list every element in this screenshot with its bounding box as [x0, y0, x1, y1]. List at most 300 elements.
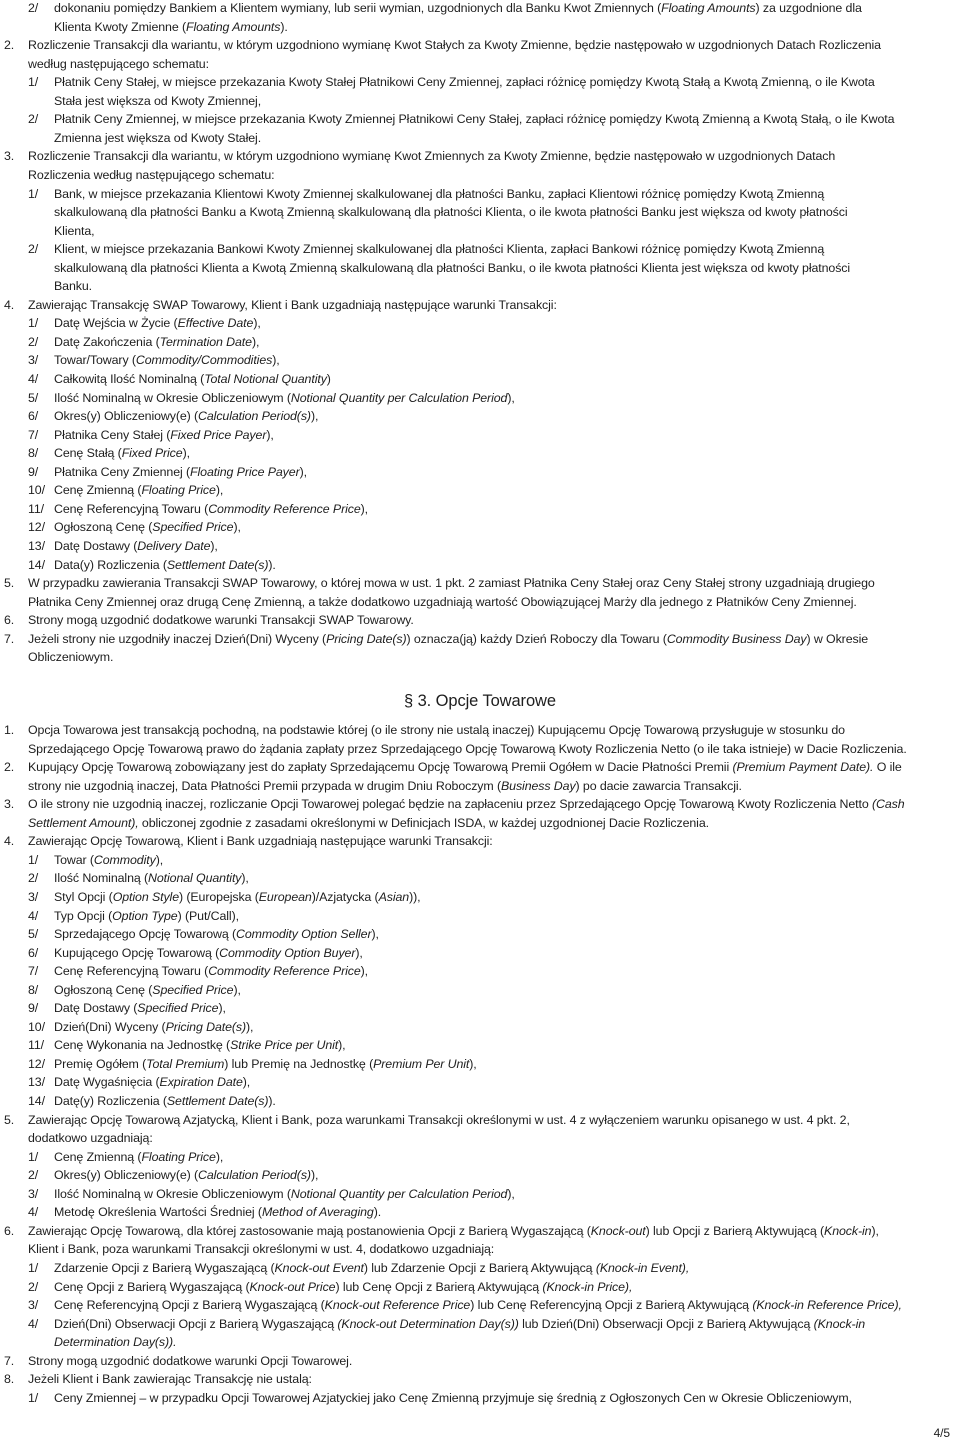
text-segment: Okres(y) Obliczeniowy(e) ( — [54, 409, 199, 424]
item-text-line — [54, 444, 190, 463]
text-segment: Cenę Referencyjną Opcji z Barierą Wygaszającą ( — [54, 1298, 325, 1313]
italic-term: (Knock-in Reference Price), — [752, 1298, 902, 1313]
item-text-line — [54, 18, 288, 37]
text-segment: Zmienna jest większa od Kwoty Stałej. — [54, 130, 262, 145]
text-segment: ), — [371, 927, 379, 942]
text-segment: skalkulowaną dla płatności Klienta a Kwotą Zmienną skalkulowaną dla płatności Banku, o ile kwota płatności Klienta jest większa od kwoty płatności — [54, 260, 851, 275]
item-text-line — [28, 721, 845, 740]
item-number: 10/ — [28, 483, 45, 498]
text-segment: ). — [373, 1205, 382, 1220]
item-text-line — [54, 1278, 632, 1297]
item-text-line — [54, 314, 261, 333]
italic-term: Total Notional Quantity — [204, 372, 327, 386]
item-number: 8/ — [28, 982, 39, 997]
text-segment: Jeżeli strony nie uzgodniły inaczej Dzień(Dni) Wyceny ( — [28, 631, 327, 646]
text-segment: Obliczeniowym. — [28, 650, 114, 665]
text-segment: Rozliczenia według następującego schematu: — [28, 167, 275, 182]
text-segment: Okres(y) Obliczeniowy(e) ( — [54, 1168, 199, 1183]
italic-term: European — [258, 889, 312, 904]
item-number: 1/ — [28, 75, 39, 90]
italic-term: Fixed Price — [121, 446, 183, 461]
item-text-line — [54, 1092, 276, 1111]
text-segment: Cenę Stałą ( — [54, 446, 122, 461]
item-number: 13/ — [28, 1075, 45, 1090]
item-text-line — [28, 740, 907, 759]
item-number: 12/ — [28, 520, 45, 535]
item-number: 3/ — [28, 889, 39, 904]
text-segment: ) oznacza(ją) każdy Dzień Roboczy dla Towaru ( — [406, 631, 667, 646]
item-text-line — [54, 1315, 865, 1334]
item-text-line — [28, 36, 881, 55]
item-number: 3/ — [28, 1186, 39, 1201]
item-number: 4. — [4, 834, 15, 849]
item-number: 6/ — [28, 945, 39, 960]
section-heading: § 3. Opcje Towarowe — [404, 692, 556, 710]
text-segment: Datę Wygaśnięcia ( — [54, 1075, 160, 1090]
text-segment: ), — [360, 501, 369, 516]
item-text-line — [54, 500, 368, 519]
item-number: 1/ — [28, 852, 39, 867]
item-number: 1/ — [28, 1149, 39, 1164]
text-segment: Cenę Zmienną ( — [54, 1149, 142, 1164]
item-number: 10/ — [28, 1019, 45, 1034]
text-segment: Banku. — [54, 279, 92, 294]
item-number: 3. — [4, 797, 15, 812]
item-text-line — [54, 240, 824, 259]
italic-term: Fixed Price Payer — [170, 427, 267, 442]
text-segment: ). — [268, 1094, 276, 1108]
text-segment: Ilość Nominalną w Okresie Obliczeniowym ( — [54, 390, 291, 405]
italic-term: Commodity Option Seller — [236, 927, 372, 942]
item-text-line — [54, 1259, 689, 1278]
text-segment: ), — [218, 1001, 226, 1016]
italic-term: (Knock-in Event), — [595, 1260, 690, 1275]
italic-term: Premium Per Unit — [373, 1056, 470, 1071]
item-text-line — [28, 1222, 879, 1241]
italic-term: Pricing Date(s) — [326, 631, 407, 646]
italic-term: Knock-in — [824, 1223, 872, 1238]
italic-term: Knock-out — [590, 1223, 646, 1238]
text-segment: Ogłoszoną Cenę ( — [54, 520, 153, 535]
item-text-line — [54, 851, 163, 870]
text-segment: Dzień(Dni) Obserwacji Opcji z Barierą Wygaszającą — [54, 1316, 338, 1331]
item-number: 14/ — [28, 1094, 45, 1108]
text-segment: ), — [507, 390, 515, 405]
text-segment: Ilość Nominalną w Okresie Obliczeniowym ( — [54, 1186, 291, 1201]
item-text-line — [54, 1055, 477, 1074]
text-segment: ), — [251, 334, 260, 349]
item-text-line — [28, 1111, 850, 1130]
text-segment: Datę Wejścia w Życie ( — [54, 316, 178, 331]
item-number: 11/ — [28, 501, 45, 516]
text-segment: ) lub Premię na Jednostkę ( — [224, 1056, 374, 1071]
text-segment: Styl Opcji ( — [54, 889, 113, 904]
item-number: 7/ — [28, 427, 39, 442]
italic-term: (Knock-in Price), — [542, 1279, 633, 1294]
italic-term: (Knock-in — [813, 1316, 866, 1331]
text-segment: obliczonej zgodnie z zasadami określonymi w Definicjach ISDA, w każdej uzgodnionej Dacie Rozliczenia. — [138, 815, 709, 830]
item-number: 1/ — [28, 1260, 39, 1275]
text-segment: ) po dacie zawarcia Transakcji. — [575, 778, 742, 793]
text-segment: ), — [266, 427, 274, 442]
text-segment: ), — [233, 520, 241, 535]
italic-term: Expiration Date — [159, 1075, 243, 1090]
text-segment: ), — [469, 1056, 477, 1071]
item-text-line — [28, 795, 905, 814]
text-segment: dodatkowo uzgadniają: — [28, 1131, 153, 1146]
item-text-line — [54, 351, 280, 370]
text-segment: ), — [507, 1186, 515, 1201]
text-segment: Jeżeli Klient i Bank zawierając Transakcję nie ustalą: — [28, 1372, 312, 1387]
text-segment: lub Dzień(Dni) Obserwacji Opcji z Barierą Aktywującą — [518, 1316, 814, 1331]
item-text-line — [54, 407, 318, 426]
item-text-line — [54, 1185, 515, 1204]
item-number: 8/ — [28, 446, 39, 461]
item-text-line — [28, 758, 902, 777]
item-text-line — [28, 593, 857, 612]
item-text-line — [54, 1018, 253, 1037]
italic-term: Floating Price — [141, 483, 216, 498]
italic-term: Method of Averaging — [261, 1205, 374, 1220]
text-segment: Klienta Kwoty Zmienne ( — [54, 19, 186, 34]
item-number: 2/ — [28, 112, 39, 127]
italic-term: Floating Amounts — [186, 19, 281, 34]
item-text-line — [54, 888, 420, 907]
item-text-line — [54, 1203, 381, 1222]
italic-term: Determination Day(s)). — [54, 1335, 177, 1350]
italic-term: Notional Quantity — [148, 871, 242, 886]
italic-term: Notional Quantity per Calculation Period — [290, 390, 508, 405]
item-number: 2/ — [28, 334, 39, 349]
text-segment: ) (Europejska ( — [179, 889, 259, 904]
page-number: 4/5 — [933, 1426, 950, 1440]
text-segment: Dzień(Dni) Wyceny ( — [54, 1019, 166, 1034]
item-text-line — [28, 1352, 352, 1371]
item-number: 13/ — [28, 538, 45, 553]
text-segment: Cenę Zmienną ( — [54, 483, 142, 498]
item-text-line — [54, 869, 249, 888]
text-segment: Płatnika Ceny Zmiennej oraz drugą Cenę Zmienną, a także dodatkowo uzgadniają wartość Obowiązującej Marży dla jednego z Płatników Ceny Zmiennej. — [28, 594, 857, 609]
item-number: 2/ — [28, 1168, 39, 1183]
item-number: 1/ — [28, 186, 39, 201]
text-segment: ), — [155, 852, 164, 867]
text-segment: Ilość Nominalną ( — [54, 871, 149, 886]
text-segment: Towar/Towary ( — [54, 353, 136, 368]
item-text-line — [54, 222, 95, 241]
item-number: 7. — [4, 1353, 15, 1368]
italic-term: Settlement Amount), — [28, 815, 139, 830]
italic-term: Knock-out Event — [274, 1260, 364, 1275]
text-segment: Typ Opcji ( — [54, 908, 113, 923]
text-segment: Datę Zakończenia ( — [54, 334, 160, 349]
item-number: 2/ — [28, 1, 39, 15]
text-segment: Płatnik Ceny Zmiennej, w miejsce przekazania Kwoty Zmiennej Płatnikowi Ceny Stałej, zapłaci różnicę pomiędzy Kwotą Zmienną a Kwotą Stałą, o ile Kwota — [54, 112, 895, 127]
text-segment: W przypadku zawierania Transakcji SWAP Towarowy, o której mowa w ust. 1 pkt. 2 zamiast Płatnika Ceny Stałej oraz Ceny Stałej strony uzgadniają drugiego — [28, 576, 875, 591]
italic-term: Floating Amounts — [661, 1, 756, 15]
item-text-line — [54, 481, 223, 500]
item-text-line — [54, 962, 368, 981]
text-segment: ), — [241, 871, 249, 886]
item-number: 9/ — [28, 1001, 39, 1016]
item-text-line — [54, 426, 274, 445]
italic-term: Commodity Reference Price — [208, 501, 361, 516]
item-number: 4. — [4, 297, 15, 312]
text-segment: ) za uzgodnione dla — [755, 1, 862, 15]
text-segment: ), — [215, 483, 224, 498]
item-number: 2/ — [28, 871, 39, 886]
item-text-line — [28, 574, 875, 593]
item-number: 11/ — [28, 1038, 45, 1053]
text-segment: Data(y) Rozliczenia ( — [54, 557, 167, 572]
text-segment: ), — [871, 1223, 879, 1238]
text-segment: Bank, w miejsce przekazania Klientowi Kwoty Zmiennej skalkulowanej dla płatności Banku, zapłaci Klientowi różnicę pomiędzy Kwotą Zmienną — [54, 186, 825, 201]
item-text-line — [54, 277, 92, 296]
text-segment: Rozliczenie Transakcji dla wariantu, w którym uzgodniono wymianę Kwot Stałych za Kwoty Zmienne, będzie następowało w uzgodnionych Datach Rozliczenia — [28, 38, 881, 53]
text-segment: ), — [299, 464, 307, 479]
item-text-line — [54, 259, 850, 278]
item-number: 5/ — [28, 390, 39, 405]
item-text-line — [28, 1370, 312, 1389]
italic-term: Commodity Option Buyer — [219, 945, 356, 960]
item-text-line — [54, 518, 241, 537]
text-segment: Ceny Zmiennej – w przypadku Opcji Towarowej Azjatyckiej jako Cenę Zmienną przyjmuje się średnią z Ogłoszonych Cen w Okresie Obliczeniowym, — [54, 1390, 852, 1405]
item-text-line — [54, 925, 379, 944]
text-segment: Zawierając Transakcję SWAP Towarowy, Klient i Bank uzgadniają następujące warunki Transakcji: — [28, 297, 557, 312]
item-number: 14/ — [28, 557, 45, 572]
text-segment: według następującego schematu: — [28, 56, 209, 71]
italic-term: Option Type — [112, 908, 178, 923]
item-number: 3/ — [28, 1298, 39, 1313]
text-segment: dokonaniu pomiędzy Bankiem a Klientem wymiany, lub serii wymian, uzgodnionych dla Banku Kwot Zmiennych ( — [54, 1, 662, 15]
text-segment: Płatnika Ceny Stałej ( — [54, 427, 171, 442]
item-text-line — [28, 55, 209, 74]
text-segment: ), — [210, 538, 218, 553]
item-number: 5. — [4, 1112, 15, 1127]
item-text-line — [54, 999, 226, 1018]
text-segment: ), — [272, 353, 280, 368]
italic-term: Knock-out Reference Price — [324, 1298, 471, 1313]
italic-term: Pricing Date(s) — [165, 1019, 247, 1034]
italic-term: Termination Date — [159, 334, 252, 349]
item-number: 8. — [4, 1372, 15, 1387]
item-text-line — [54, 370, 331, 389]
italic-term: Notional Quantity per Calculation Period — [290, 1186, 508, 1201]
text-segment: ), — [253, 316, 261, 331]
item-text-line — [54, 537, 218, 556]
item-number: 3. — [4, 149, 15, 164]
text-segment: Premię Ogółem ( — [54, 1056, 147, 1071]
item-text-line — [28, 630, 868, 649]
item-number: 12/ — [28, 1056, 45, 1071]
text-segment: Zawierając Opcję Towarową Azjatycką, Klient i Bank, poza warunkami Transakcji określonymi w ust. 4 z wyłączeniem warunku opisanego w ust. 4 pkt. 2, — [28, 1112, 850, 1127]
item-text-line — [28, 814, 709, 833]
text-segment: Ogłoszoną Cenę ( — [54, 982, 153, 997]
item-number: 4/ — [28, 372, 39, 386]
text-segment: Klient, w miejsce przekazania Bankowi Kwoty Zmiennej skalkulowanej dla płatności Klienta, zapłaci Bankowi różnicę pomiędzy Kwotą Zmienną — [54, 242, 825, 257]
item-number: 1. — [4, 723, 15, 737]
item-text-line — [54, 92, 261, 111]
item-text-line — [28, 296, 557, 315]
text-segment: ) lub Opcji z Barierą Aktywującą ( — [645, 1223, 825, 1238]
italic-term: Specified Price — [137, 1001, 219, 1016]
text-segment: ) lub Cenę Opcji z Barierą Aktywującą — [335, 1279, 543, 1294]
text-segment: O ile — [873, 760, 902, 775]
italic-term: Commodity Reference Price — [208, 964, 361, 979]
text-segment: Cenę Opcji z Barierą Wygaszającą ( — [54, 1279, 250, 1294]
text-segment: Kupującego Opcję Towarową ( — [54, 945, 220, 960]
italic-term: Option Style — [112, 889, 179, 904]
italic-term: Settlement Date(s) — [166, 557, 269, 572]
item-text-line — [54, 944, 363, 963]
item-text-line — [28, 1240, 494, 1259]
text-segment: ), — [355, 945, 363, 960]
item-text-line — [54, 73, 875, 92]
italic-term: Specified Price — [152, 982, 234, 997]
item-text-line — [28, 147, 835, 166]
text-segment: Cenę Referencyjną Towaru ( — [54, 501, 209, 516]
item-text-line — [54, 389, 515, 408]
italic-term: Knock-out Price — [249, 1279, 336, 1294]
italic-term: Commodity/Commodities — [135, 353, 273, 368]
item-text-line — [54, 1333, 176, 1352]
text-segment: Całkowitą Ilość Nominalną ( — [54, 372, 205, 386]
text-segment: ), — [310, 409, 319, 424]
item-text-line — [54, 1389, 852, 1408]
item-text-line — [54, 1073, 250, 1092]
text-segment: ) w Okresie — [806, 631, 869, 646]
item-text-line — [54, 981, 241, 1000]
text-segment: Cenę Wykonania na Jednostkę ( — [54, 1038, 231, 1053]
italic-term: Calculation Period(s) — [198, 1168, 311, 1183]
italic-term: Strike Price per Unit — [230, 1038, 339, 1053]
item-text-line — [28, 166, 275, 185]
text-segment: Cenę Referencyjną Towaru ( — [54, 964, 209, 979]
italic-term: Calculation Period(s) — [198, 409, 311, 424]
italic-term: (Cash — [872, 797, 905, 812]
text-segment: ), — [360, 964, 369, 979]
item-text-line — [54, 185, 824, 204]
text-segment: strony nie uzgodnią inaczej, Data Płatności Premii przypada w drugim Dniu Roboczym ( — [28, 778, 501, 793]
item-text-line — [54, 1036, 346, 1055]
item-text-line — [28, 648, 113, 667]
item-text-line — [54, 556, 276, 575]
text-segment: ). — [268, 557, 276, 572]
item-text-line — [54, 203, 848, 222]
item-text-line — [54, 1166, 318, 1185]
text-segment: Sprzedającego Opcję Towarową prawo do żądania zapłaty przez Sprzedającego Opcję Towarową Kwoty Rozliczenia Netto (o ile taka istnieje) w Dacie Rozliczenia. — [28, 741, 907, 756]
text-segment: Płatnika Ceny Zmiennej ( — [54, 464, 191, 479]
italic-term: Specified Price — [152, 520, 234, 535]
text-segment: ), — [246, 1019, 254, 1034]
item-number: 4/ — [28, 1316, 39, 1331]
item-text-line — [28, 832, 493, 851]
text-segment: )), — [409, 889, 421, 904]
item-text-line — [54, 129, 261, 148]
text-segment: Datę Dostawy ( — [54, 538, 138, 553]
item-number: 5/ — [28, 927, 39, 942]
item-number: 1/ — [28, 316, 39, 331]
text-segment: Zdarzenie Opcji z Barierą Wygaszającą ( — [54, 1260, 275, 1275]
text-segment: Rozliczenie Transakcji dla wariantu, w którym uzgodniono wymianę Kwot Zmiennych za Kwoty Zmienne, będzie następowało w uzgodnionych Datach — [28, 149, 836, 164]
item-number: 6. — [4, 1223, 15, 1238]
item-text-line — [54, 333, 259, 352]
item-text-line — [28, 611, 414, 630]
text-segment: Płatnik Ceny Stałej, w miejsce przekazania Kwoty Stałej Płatnikowi Ceny Zmiennej, zapłaci różnicę pomiędzy Kwotą Stałą a Kwotą Zmienną, o ile Kwota — [54, 75, 875, 90]
text-segment: Klient i Bank, poza warunkami Transakcji określonymi w ust. 4, dodatkowo uzgadniają: — [28, 1242, 495, 1257]
italic-term: Floating Price Payer — [190, 464, 300, 479]
item-number: 4/ — [28, 908, 39, 923]
text-segment: Opcja Towarowa jest transakcją pochodną, na podstawie której (o ile strony nie ustalą inaczej) Kupującemu Opcję Towarową przysługuje w stosunku do — [28, 723, 845, 737]
text-segment: Datę Dostawy ( — [54, 1001, 138, 1016]
text-segment: ), — [242, 1075, 251, 1090]
item-number: 2. — [4, 38, 15, 53]
italic-term: Business Day — [500, 778, 576, 793]
item-number: 4/ — [28, 1205, 39, 1220]
text-segment: ), — [233, 982, 241, 997]
item-number: 7. — [4, 631, 15, 646]
text-segment: ) lub Zdarzenie Opcji z Barierą Aktywującą — [363, 1260, 596, 1275]
item-text-line — [28, 1129, 153, 1148]
item-number: 7/ — [28, 964, 39, 979]
italic-term: Commodity Business Day — [666, 631, 807, 646]
italic-term: Delivery Date — [137, 538, 211, 553]
item-number: 5. — [4, 576, 15, 591]
text-segment: Klienta, — [54, 223, 95, 238]
italic-term: (Knock-out Determination Day(s)) — [337, 1316, 519, 1331]
italic-term: Total Premium — [146, 1056, 225, 1071]
item-text-line — [28, 777, 742, 796]
item-number: 6. — [4, 613, 15, 628]
text-segment: Sprzedającego Opcję Towarową ( — [54, 927, 237, 942]
text-segment: Zawierając Opcję Towarową, dla której zastosowanie mają postanowienia Opcji z Barierą Wygaszającą ( — [28, 1223, 591, 1238]
text-segment: Metodę Określenia Wartości Średniej ( — [54, 1205, 262, 1220]
text-segment: ) — [326, 372, 331, 386]
item-number: 1/ — [28, 1390, 39, 1405]
item-text-line — [54, 907, 239, 926]
text-segment: Strony mogą uzgodnić dodatkowe warunki Opcji Towarowej. — [28, 1353, 353, 1368]
text-segment: ) lub Cenę Referencyjną Opcji z Barierą Aktywującą — [470, 1298, 753, 1313]
italic-term: Asian — [378, 889, 410, 904]
item-text-line — [54, 110, 894, 129]
text-segment: ), — [215, 1149, 224, 1164]
text-segment: Datę(y) Rozliczenia ( — [54, 1094, 167, 1108]
item-text-line — [54, 463, 307, 482]
text-segment: ), — [182, 446, 190, 461]
italic-term: Settlement Date(s) — [166, 1094, 269, 1108]
italic-term: Effective Date — [177, 316, 254, 331]
item-text-line — [54, 1148, 223, 1167]
text-segment: ) (Put/Call), — [177, 908, 239, 923]
italic-term: Floating Price — [141, 1149, 216, 1164]
text-segment: Stała jest większa od Kwoty Zmiennej, — [54, 93, 262, 108]
text-segment: ), — [310, 1168, 319, 1183]
text-segment: Towar ( — [54, 852, 94, 867]
text-segment: ), — [338, 1038, 346, 1053]
item-number: 9/ — [28, 464, 39, 479]
text-segment: O ile strony nie uzgodnią inaczej, rozliczanie Opcji Towarowej polegać będzie na zapłaceniu przez Sprzedającego Opcję Towarową Kwoty Rozliczenia Netto — [28, 797, 872, 812]
text-segment: ). — [280, 19, 288, 34]
item-text-line — [54, 0, 862, 18]
item-number: 2/ — [28, 1279, 39, 1294]
text-segment: )/Azjatycka ( — [311, 889, 379, 904]
item-number: 2. — [4, 760, 15, 775]
text-segment: Zawierając Opcję Towarową, Klient i Bank uzgadniają następujące warunki Transakcji: — [28, 834, 493, 849]
text-segment: Strony mogą uzgodnić dodatkowe warunki Transakcji SWAP Towarowy. — [28, 613, 414, 628]
text-segment: skalkulowaną dla płatności Banku a Kwotą Zmienną skalkulowaną dla płatności Klienta, o ile kwota płatności Banku jest większa od kwoty płatności — [54, 205, 848, 220]
text-segment: Kupujący Opcję Towarową zobowiązany jest do zapłaty Sprzedającemu Opcję Towarową Premii Ogółem w Dacie Płatności Premii — [28, 760, 733, 775]
item-number: 2/ — [28, 242, 39, 257]
item-number: 6/ — [28, 409, 39, 424]
